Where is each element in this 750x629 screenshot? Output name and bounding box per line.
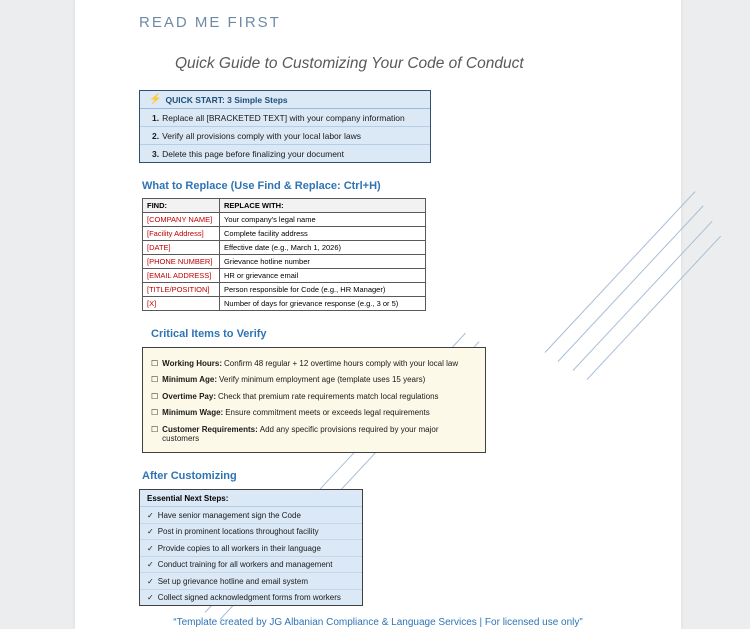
quick-start-title: QUICK START: 3 Simple Steps bbox=[165, 95, 288, 105]
verify-item-label: Minimum Age: bbox=[162, 375, 217, 385]
next-step-item bbox=[140, 507, 362, 524]
step-number: 1. bbox=[152, 113, 160, 123]
next-step-text: Conduct training for all workers and management bbox=[157, 560, 333, 570]
verify-item-label: Customer Requirements: bbox=[162, 424, 258, 434]
find-cell: [COMPANY NAME] bbox=[143, 213, 220, 227]
step-number: 2. bbox=[152, 131, 160, 141]
verify-item-detail: Verify minimum employment age (template uses 15 years) bbox=[218, 375, 426, 385]
next-steps-title: Essential Next Steps: bbox=[140, 490, 362, 507]
next-step-text: Collect signed acknowledgment forms from workers bbox=[157, 593, 341, 603]
check-icon: ✓ bbox=[147, 593, 154, 603]
verify-item bbox=[151, 388, 477, 405]
checkbox-icon: ☐ bbox=[151, 391, 159, 401]
checkbox-icon: ☐ bbox=[151, 408, 159, 418]
table-row bbox=[143, 269, 426, 283]
section-heading-after-customizing: After Customizing bbox=[142, 470, 237, 483]
table-row bbox=[143, 241, 426, 255]
quick-start-step bbox=[140, 127, 430, 145]
verify-item-detail: Check that premium rate requirements match local regulations bbox=[217, 391, 439, 401]
replace-cell: Your company's legal name bbox=[220, 213, 426, 227]
step-number: 3. bbox=[152, 149, 160, 159]
next-step-text: Provide copies to all workers in their language bbox=[157, 543, 321, 553]
quick-start-step bbox=[140, 109, 430, 127]
find-cell: [X] bbox=[143, 297, 220, 311]
column-header-find: FIND: bbox=[143, 199, 220, 213]
step-text: Replace all [BRACKETED TEXT] with your company information bbox=[162, 113, 405, 123]
page-title: READ ME FIRST bbox=[139, 14, 281, 31]
find-cell: [TITLE/POSITION] bbox=[143, 283, 220, 297]
step-text: Verify all provisions comply with your local labor laws bbox=[162, 131, 361, 141]
table-header-row bbox=[143, 199, 426, 213]
verify-item-text bbox=[162, 425, 477, 443]
find-cell: [DATE] bbox=[143, 241, 220, 255]
verify-item-label: Overtime Pay: bbox=[162, 391, 216, 401]
replace-cell: Person responsible for Code (e.g., HR Manager) bbox=[220, 283, 426, 297]
quick-start-box bbox=[139, 90, 431, 163]
find-cell: [EMAIL ADDRESS] bbox=[143, 269, 220, 283]
document-footer: “Template created by JG Albanian Compliance & Language Services | For licensed use only” bbox=[173, 617, 583, 628]
verify-item bbox=[151, 372, 477, 389]
check-icon: ✓ bbox=[147, 543, 154, 553]
column-header-replace: REPLACE WITH: bbox=[220, 199, 426, 213]
step-text: Delete this page before finalizing your document bbox=[162, 149, 345, 159]
check-icon: ✓ bbox=[147, 576, 154, 586]
checkbox-icon: ☐ bbox=[151, 358, 159, 368]
verify-item-text bbox=[162, 408, 430, 418]
replace-cell: Effective date (e.g., March 1, 2026) bbox=[220, 241, 426, 255]
lightning-icon: ⚡ bbox=[149, 94, 162, 105]
table-row bbox=[143, 297, 426, 311]
table-row bbox=[143, 255, 426, 269]
document-content bbox=[75, 0, 681, 606]
table-row bbox=[143, 213, 426, 227]
next-step-item bbox=[140, 590, 362, 606]
next-steps-box bbox=[139, 489, 363, 606]
check-icon: ✓ bbox=[147, 560, 154, 570]
verify-item-label: Working Hours: bbox=[162, 358, 223, 368]
check-icon: ✓ bbox=[147, 510, 154, 520]
quick-start-header bbox=[140, 91, 430, 109]
section-heading-critical-items: Critical Items to Verify bbox=[151, 328, 267, 340]
next-step-text: Have senior management sign the Code bbox=[157, 510, 301, 520]
next-step-item bbox=[140, 524, 362, 541]
table-row bbox=[143, 227, 426, 241]
verify-item-detail: Add any specific provisions required by your major customers bbox=[162, 424, 439, 443]
find-cell: [Facility Address] bbox=[143, 227, 220, 241]
verify-box bbox=[142, 347, 486, 453]
verify-item-detail: Ensure commitment meets or exceeds legal requirements bbox=[225, 408, 430, 418]
verify-item-detail: Confirm 48 regular + 12 overtime hours comply with your local law bbox=[224, 358, 459, 368]
verify-item bbox=[151, 405, 477, 422]
table-row bbox=[143, 283, 426, 297]
checkbox-icon: ☐ bbox=[151, 424, 159, 434]
verify-item-text bbox=[162, 392, 438, 402]
replace-cell: Number of days for grievance response (e.g., 3 or 5) bbox=[220, 297, 426, 311]
replace-table bbox=[142, 198, 426, 311]
quick-start-step bbox=[140, 145, 430, 162]
document-subtitle: Quick Guide to Customizing Your Code of Conduct bbox=[175, 55, 524, 72]
verify-item bbox=[151, 355, 477, 372]
section-heading-what-to-replace: What to Replace (Use Find & Replace: Ctrl+H) bbox=[142, 180, 381, 192]
check-icon: ✓ bbox=[147, 527, 154, 537]
find-cell: [PHONE NUMBER] bbox=[143, 255, 220, 269]
checkbox-icon: ☐ bbox=[151, 375, 159, 385]
next-step-text: Set up grievance hotline and email system bbox=[157, 576, 309, 586]
verify-item-text bbox=[162, 359, 458, 369]
next-step-item bbox=[140, 557, 362, 574]
verify-item-text bbox=[162, 375, 425, 385]
next-step-item bbox=[140, 540, 362, 557]
document-page bbox=[75, 0, 681, 629]
replace-cell: Complete facility address bbox=[220, 227, 426, 241]
next-step-item bbox=[140, 573, 362, 590]
next-step-text: Post in prominent locations throughout facility bbox=[157, 527, 319, 537]
replace-cell: Grievance hotline number bbox=[220, 255, 426, 269]
verify-item bbox=[151, 421, 477, 446]
replace-cell: HR or grievance email bbox=[220, 269, 426, 283]
verify-item-label: Minimum Wage: bbox=[162, 408, 224, 418]
